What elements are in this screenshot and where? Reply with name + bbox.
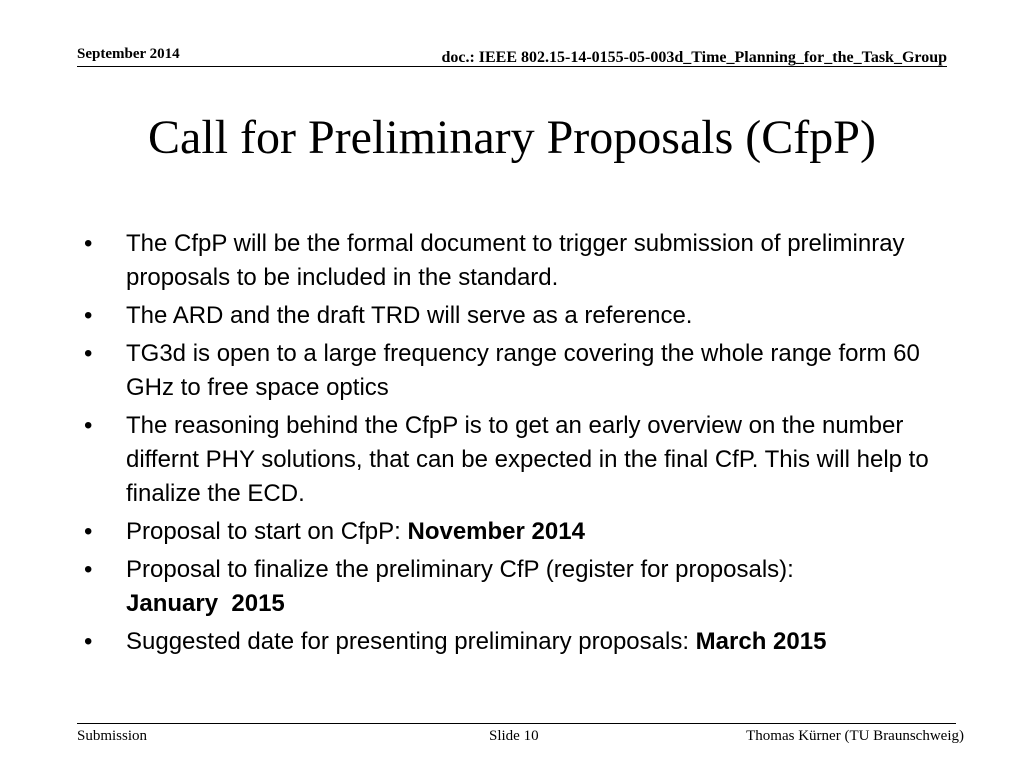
bullet-icon: • xyxy=(84,628,93,655)
bullet-item xyxy=(84,409,954,511)
header-doc-id: doc.: IEEE 802.15-14-0155-05-003d_Time_Planning_for_the_Task_Group xyxy=(441,49,947,66)
bullet-icon: • xyxy=(84,230,93,257)
bullet-item xyxy=(84,337,954,405)
bullet-text: Proposal to start on CfpP: xyxy=(126,518,408,545)
bullet-icon: • xyxy=(84,340,93,367)
footer-divider xyxy=(77,723,956,724)
bullet-icon: • xyxy=(84,302,93,329)
header-date: September 2014 xyxy=(77,46,180,62)
bullet-text: The ARD and the draft TRD will serve as a reference. xyxy=(126,302,693,329)
bullet-text: TG3d is open to a large frequency range covering the whole range form 60 GHz to free space optics xyxy=(126,340,920,401)
bullet-date: November 2014 xyxy=(407,518,585,545)
bullet-item xyxy=(84,553,954,621)
slide-title: Call for Preliminary Proposals (CfpP) xyxy=(148,111,876,164)
footer-submission: Submission xyxy=(77,728,148,744)
bullet-item xyxy=(84,227,954,295)
bullet-icon: • xyxy=(84,412,93,439)
bullet-item xyxy=(84,515,954,549)
footer-author: Thomas Kürner (TU Braunschweig) xyxy=(746,728,964,744)
bullet-date: January 2015 xyxy=(126,590,285,617)
bullet-list xyxy=(84,227,954,663)
footer-slide-number: Slide 10 xyxy=(489,728,539,744)
bullet-icon: • xyxy=(84,556,93,583)
bullet-text: Suggested date for presenting preliminary proposals: xyxy=(126,628,696,655)
bullet-item xyxy=(84,299,954,333)
bullet-text: The CfpP will be the formal document to trigger submission of preliminray proposals to be included in the standard. xyxy=(126,230,905,291)
bullet-item xyxy=(84,625,954,659)
bullet-text: The reasoning behind the CfpP is to get an early overview on the number differnt PHY solutions, that can be expected in the final CfP. This will help to finalize the ECD. xyxy=(126,412,929,507)
bullet-text: Proposal to finalize the preliminary CfP (register for proposals): xyxy=(126,556,794,583)
bullet-date: March 2015 xyxy=(695,628,827,655)
bullet-icon: • xyxy=(84,518,93,545)
